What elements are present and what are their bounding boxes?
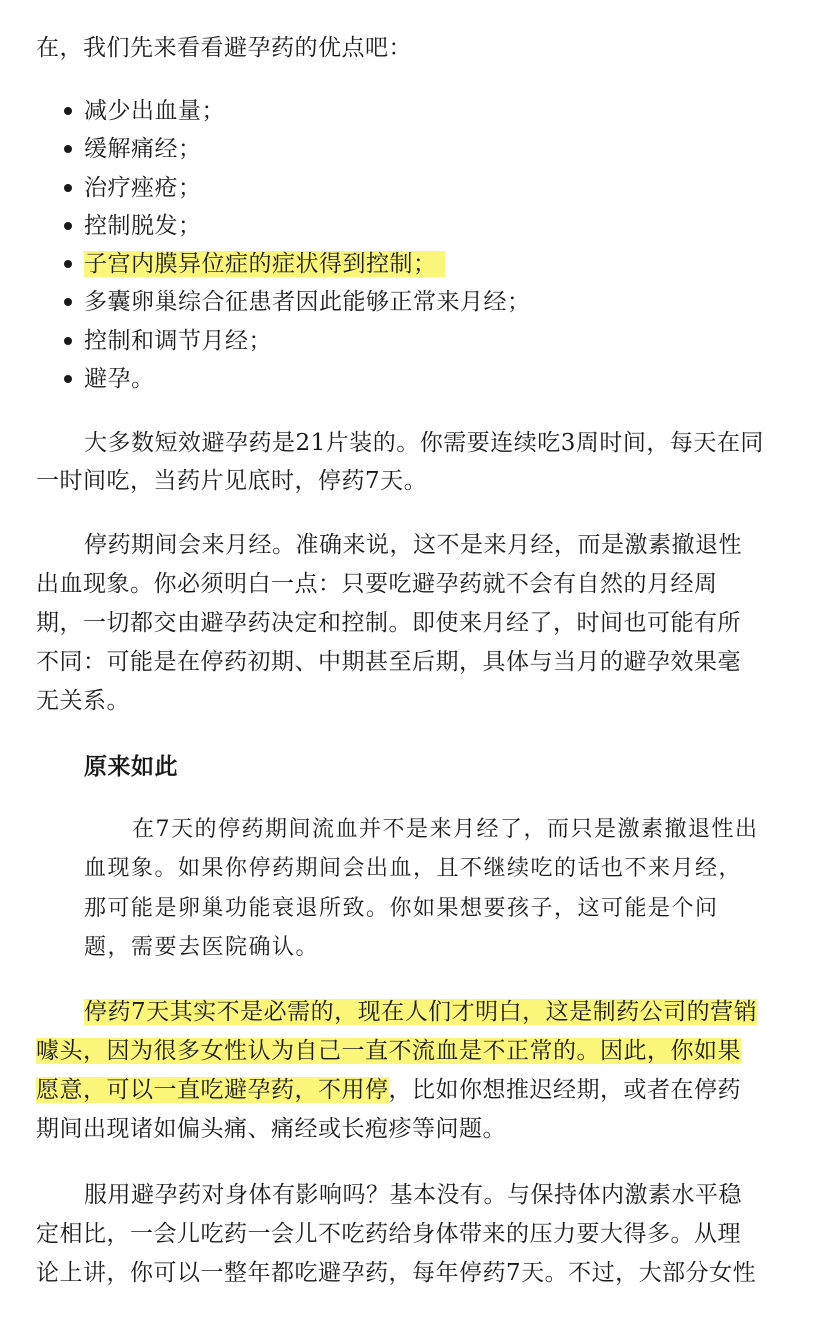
sidebar-line: 那可能是卵巢功能衰退所致。你如果想要孩子，这可能是个问 — [84, 896, 719, 921]
intro-line: 在，我们先来看看避孕药的优点吧： — [36, 35, 412, 61]
sidebar-line: 血现象。如果你停药期间会出血，且不继续吃的话也不来月经， — [84, 856, 743, 881]
list-item: 控制和调节月经； — [84, 328, 272, 354]
paragraph-line: 期间出现诸如偏头痛、痛经或长疱疹等问题。 — [36, 1116, 506, 1142]
paragraph-line — [84, 997, 757, 1027]
bullet-icon — [64, 145, 72, 153]
highlight-mark: 子宫内膜异位症的症状得到控制； — [84, 251, 445, 277]
paragraph-line: 服用避孕药对身体有影响吗？基本没有。与保持体内激素水平稳 — [84, 1182, 742, 1208]
bullet-icon — [64, 107, 72, 115]
list-item: 避孕。 — [84, 366, 155, 392]
highlight-mark: 噱头，因为很多女性认为自己一直不流血是不正常的。因此，你如果 — [36, 1038, 741, 1064]
sidebar-line: 题，需要去医院确认。 — [84, 935, 320, 960]
bullet-icon — [64, 260, 72, 268]
bullet-icon — [64, 298, 72, 306]
paragraph-line: 定相比，一会儿吃药一会儿不吃药给身体带来的压力要大得多。从理 — [36, 1221, 741, 1247]
sidebar-heading: 原来如此 — [84, 753, 178, 780]
highlight-mark: 停药7天其实不是必需的，现在人们才明白，这是制药公司的营销 — [84, 999, 758, 1025]
list-item: 减少出血量； — [84, 98, 225, 124]
list-item: 控制脱发； — [84, 213, 202, 239]
highlight-mark: 愿意，可以一直吃避孕药，不用停 — [36, 1077, 389, 1103]
paragraph-line: 期，一切都交由避孕药决定和控制。即使来月经了，时间也可能有所 — [36, 610, 741, 636]
list-item: 多囊卵巢综合征患者因此能够正常来月经； — [84, 289, 531, 315]
paragraph-line: 不同：可能是在停药初期、中期甚至后期，具体与当月的避孕效果毫 — [36, 649, 741, 675]
list-item: 治疗痤疮； — [84, 175, 202, 201]
paragraph-line: 停药期间会来月经。准确来说，这不是来月经，而是激素撤退性 — [84, 532, 742, 558]
bullet-icon — [64, 375, 72, 383]
paragraph-line: 一时间吃，当药片见底时，停药7天。 — [36, 468, 428, 494]
sidebar-line: 在7天的停药期间流血并不是来月经了，而只是激素撤退性出 — [132, 817, 759, 842]
bullet-icon — [64, 184, 72, 192]
list-item: 缓解痛经； — [84, 136, 202, 162]
list-item-highlighted — [84, 249, 445, 279]
paragraph-line: 大多数短效避孕药是21片装的。你需要连续吃3周时间，每天在同 — [84, 430, 764, 456]
paragraph-text: ，比如你想推迟经期，或者在停药 — [388, 1077, 741, 1103]
paragraph-line — [36, 1036, 741, 1066]
paragraph-line — [36, 1075, 741, 1105]
paragraph-line: 出血现象。你必须明白一点：只要吃避孕药就不会有自然的月经周 — [36, 571, 718, 597]
paragraph-line: 论上讲，你可以一整年都吃避孕药，每年停药7天。不过，大部分女性 — [36, 1260, 757, 1286]
paragraph-line: 无关系。 — [36, 688, 130, 714]
bullet-icon — [64, 222, 72, 230]
bullet-icon — [64, 337, 72, 345]
